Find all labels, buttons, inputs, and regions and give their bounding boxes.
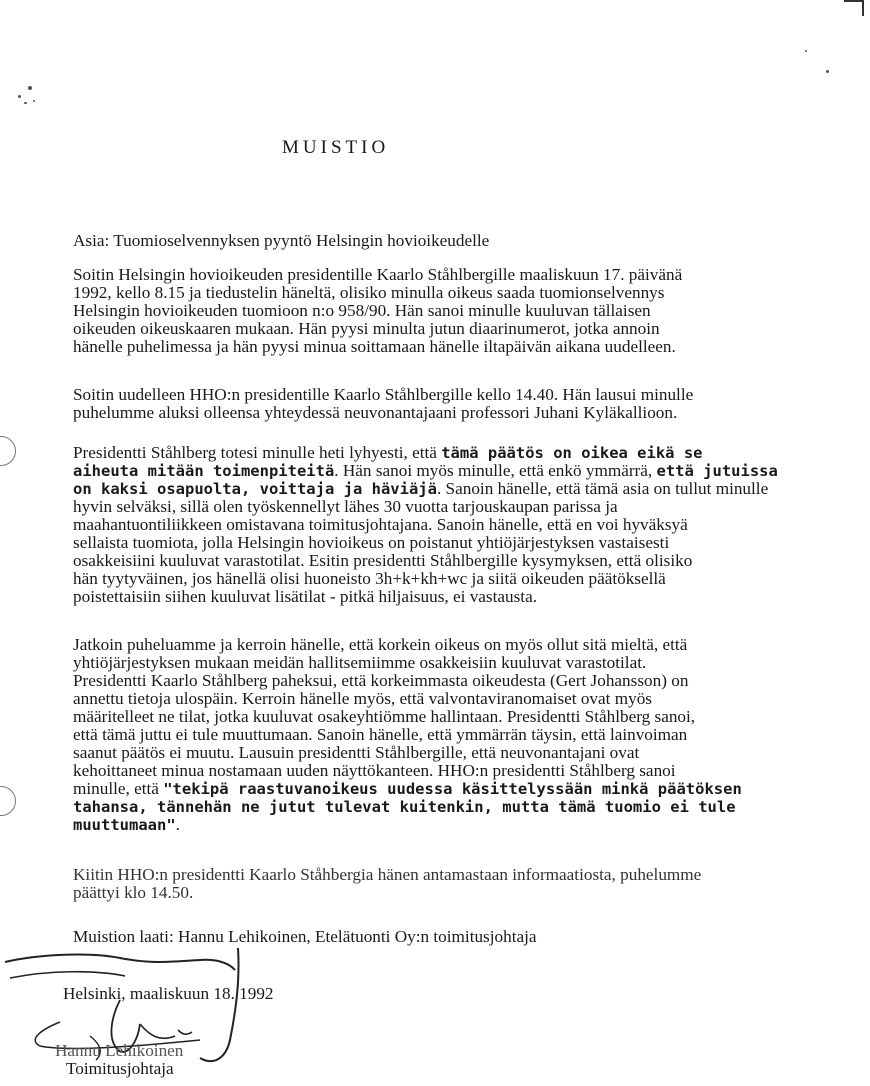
quote-text: muuttumaan" <box>73 816 176 834</box>
text-line: annettu tietoja ulospäin. Kerroin hänelle myös, että valvontaviranomaiset ovat myös <box>73 689 652 708</box>
text-line: Soitin Helsingin hovioikeuden presidentille Kaarlo Ståhlbergille maaliskuun 17. päivänä <box>73 265 683 284</box>
text-line: saanut päätös ei muutu. Lausuin presidentti Ståhlbergille, että neuvonantajani ovat <box>73 743 640 762</box>
emphasis-text: on kaksi osapuolta, voittaja ja häviäjä <box>73 480 437 498</box>
quote-text: tahansa, tännehän ne jutut tulevat kuitenkin, mutta tämä tuomio ei tule <box>73 798 736 816</box>
text-line <box>73 444 813 462</box>
text-line: Jatkoin puheluamme ja kerroin hänelle, että korkein oikeus on myös ollut sitä mieltä, että <box>73 635 688 654</box>
text-line: Helsingin hovioikeuden tuomioon n:o 958/90. Hän sanoi minulle kuuluvan tällaisen <box>73 301 651 320</box>
memo-author: Muistion laati: Hannu Lehikoinen, Etelätuonti Oy:n toimitusjohtaja <box>73 927 537 946</box>
binder-hole <box>0 436 16 466</box>
text-line: osakkeisiini kuuluvat varastotilat. Esitin presidentti Ståhlbergille kysymyksen, että olisiko <box>73 551 693 570</box>
text-run: . <box>175 815 180 834</box>
text-line: puhelumme aluksi olleensa yhteydessä neuvonantajaani professori Juhani Kyläkallioon. <box>73 403 678 422</box>
emphasis-text: että jutuissa <box>656 462 778 480</box>
text-run: . Sanoin hänelle, että tämä asia on tullut minulle <box>436 479 769 498</box>
speck <box>826 70 829 73</box>
signature-role: Toimitusjohtaja <box>66 1059 174 1078</box>
text-line: Kiitin HHO:n presidentti Kaarlo Ståhbergia hänen antamastaan informaatiosta, puhelumme <box>73 865 702 884</box>
text-line: hänelle puhelimessa ja hän pyysi minua soittamaan hänelle iltapäivän aikana uudelleen. <box>73 337 676 356</box>
text-line: hän tyytyväinen, jos hänellä olisi huoneisto 3h+k+kh+wc ja siitä oikeuden päätöksellä <box>73 569 666 588</box>
text-line: oikeuden oikeuskaaren mukaan. Hän pyysi minulta jutun diaarinumerot, jotka annoin <box>73 319 660 338</box>
speck <box>805 50 807 52</box>
quote-text: "tekipä raastuvanoikeus uudessa käsittelyssään minkä päätöksen <box>163 780 742 798</box>
text-line: kehoittaneet minua nostamaan uuden näyttökanteen. HHO:n presidentti Ståhlberg sanoi <box>73 761 676 780</box>
text-line <box>73 480 813 498</box>
text-line: Soitin uudelleen HHO:n presidentille Kaarlo Ståhlbergille kello 14.40. Hän lausui minulle <box>73 385 694 404</box>
text-run: Presidentti Ståhlberg totesi minulle heti lyhyesti, että <box>73 443 442 462</box>
text-line: yhtiöjärjestyksen mukaan meidän hallitsemiimme osakkeisiin kuuluvat varastotilat. <box>73 653 647 672</box>
binder-hole <box>0 786 16 816</box>
corner-mark <box>844 0 864 16</box>
memo-title: MUISTIO <box>282 137 390 158</box>
text-line: määritelleet ne tilat, jotka kuuluvat osakeyhtiömme hallintaan. Presidentti Ståhlberg sanoi, <box>73 707 696 726</box>
paragraph-5 <box>73 866 813 902</box>
paragraph-3 <box>73 444 813 606</box>
text-line: maahantuontiliikkeen omistavana toimitusjohtajana. Sanoin hänelle, että en voi hyväksyä <box>73 515 688 534</box>
speck <box>28 86 32 90</box>
paragraph-1 <box>73 266 813 356</box>
text-line <box>73 462 813 480</box>
text-line: että tämä juttu ei tule muuttumaan. Sanoin hänelle, että ymmärrän täysin, että lainvoiman <box>73 725 688 744</box>
text-line: hyvin selväksi, sillä olen työskennellyt lähes 30 vuotta tarjouskaupan parissa ja <box>73 497 618 516</box>
text-line <box>73 798 813 816</box>
emphasis-text: aiheuta mitään toimenpiteitä <box>73 462 335 480</box>
memo-subject: Asia: Tuomioselvennyksen pyyntö Helsingin hovioikeudelle <box>73 231 490 250</box>
paragraph-2 <box>73 386 813 422</box>
text-run: minulle, että <box>73 779 164 798</box>
text-line: poistettaisiin siihen kuuluvat lisätilat - pitkä hiljaisuus, ei vastausta. <box>73 587 537 606</box>
text-line: päättyi klo 14.50. <box>73 883 194 902</box>
emphasis-text: tämä päätös on oikea eikä se <box>441 444 703 462</box>
text-run: . Hän sanoi myös minulle, että enkö ymmärrä, <box>334 461 657 480</box>
text-line: Presidentti Kaarlo Ståhlberg paheksui, että korkeimmasta oikeudesta (Gert Johansson) on <box>73 671 689 690</box>
text-line: sellaista tuomiota, jolla Helsingin hovioikeus on poistanut yhtiöjärjestyksen vastaisesti <box>73 533 670 552</box>
speck <box>24 102 27 104</box>
paragraph-4 <box>73 636 813 834</box>
text-line <box>73 780 813 798</box>
place-date: Helsinki, maaliskuun 18. 1992 <box>63 984 274 1003</box>
speck <box>18 95 21 98</box>
speck <box>33 100 35 102</box>
text-line: 1992, kello 8.15 ja tiedustelin häneltä, olisiko minulla oikeus saada tuomionselvennys <box>73 283 665 302</box>
signature-name: Hannu Lehikoinen <box>55 1041 184 1060</box>
text-line <box>73 816 813 834</box>
